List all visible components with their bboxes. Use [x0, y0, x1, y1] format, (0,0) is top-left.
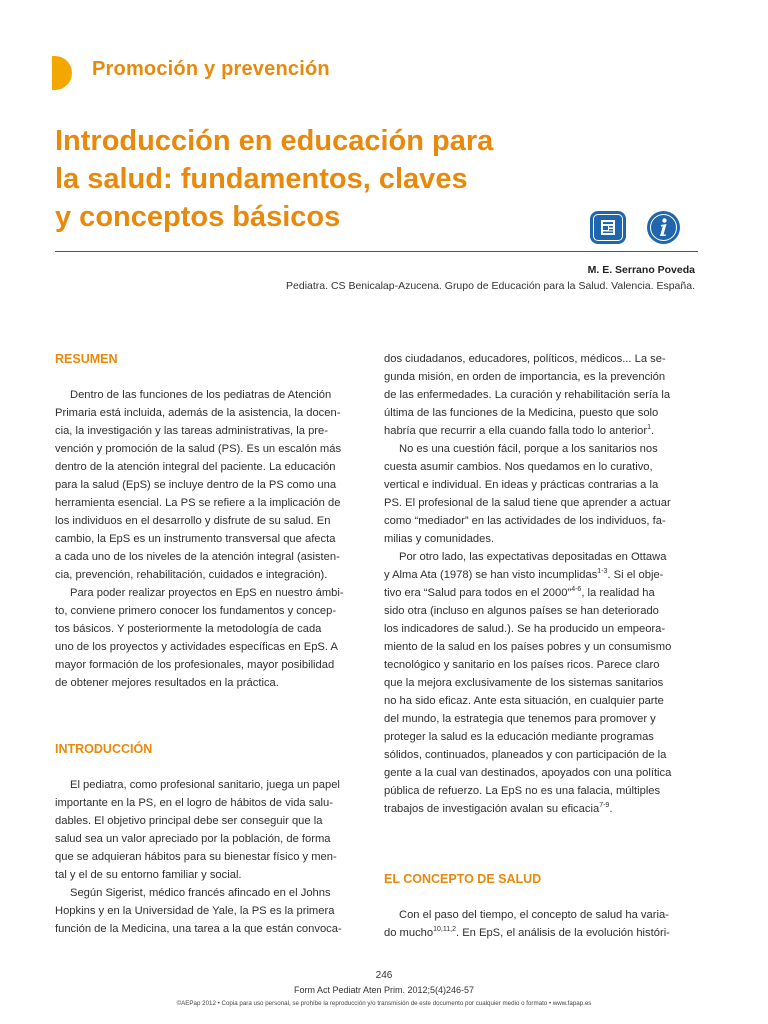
- text-line: que la mejora exclusivamente de los sistemas sanitarios: [384, 677, 664, 689]
- text-line: cia, la investigación y las tareas administrativas, la pre-: [55, 425, 328, 437]
- text-segment: y Alma Ata (1978) se han visto incumplidas: [384, 569, 598, 581]
- text-line: [384, 584, 655, 602]
- text-line: del mundo, la estrategia que tenemos para promover y: [384, 713, 656, 725]
- text-line: vertical e individual. En ideas y prácticas contrarias a la: [384, 479, 659, 491]
- text-segment: trabajos de investigación avalan su eficacia: [384, 803, 600, 815]
- article-title: [55, 122, 575, 236]
- text-line: gunda misión, en orden de importancia, es la prevención: [384, 371, 666, 383]
- text-line: miento de la salud en los países pobres y un consumismo: [384, 641, 672, 653]
- text-line: no ha sido eficaz. Ante esta situación, en cualquier parte: [384, 695, 664, 707]
- title-line: y conceptos básicos: [55, 201, 341, 233]
- journal-citation: Form Act Pediatr Aten Prim. 2012;5(4)246-57: [293, 985, 475, 995]
- text-line: dentro de la atención integral del paciente. La educación: [55, 461, 336, 473]
- text-line: de obtener mejores resultados en la práctica.: [55, 677, 279, 689]
- reference-marker: 4-6: [571, 586, 582, 593]
- text-line: dos ciudadanos, educadores, políticos, médicos... La se-: [384, 353, 666, 365]
- title-line: Introducción en educación para: [55, 125, 494, 157]
- title-rule: [55, 251, 698, 252]
- text-line: herramienta esencial. La PS se refiere a la implicación de: [55, 497, 341, 509]
- text-segment: . En EpS, el análisis de la evolución históri-: [455, 927, 670, 939]
- text-line: trabajos de investigación avalan su eficacia$^{7-9}$.: [384, 802, 613, 815]
- text-line: Con el paso del tiempo, el concepto de salud ha varia-: [399, 909, 669, 921]
- text-line: pública de refuerzo. La EpS no es una falacia, múltiples: [384, 785, 661, 797]
- text-line: Por otro lado, las expectativas depositadas en Ottawa: [399, 551, 667, 563]
- text-segment: . Si el obje-: [607, 569, 664, 581]
- copyright-notice: ©AEPap 2012 • Copia para uso personal, se prohíbe la reproducción y/o transmisión de este documento por cualquier medio o formato • www.fapap.es: [176, 1000, 592, 1007]
- text-line: Hopkins y en la Universidad de Yale, la PS es la primera: [55, 905, 335, 917]
- text-line: PS. El profesional de la salud tiene que aprender a actuar: [384, 497, 671, 509]
- section-label: Promoción y prevención: [92, 58, 330, 80]
- text-line: tal y el de su entorno familiar y social.: [55, 869, 242, 881]
- text-line: salud sea un valor apreciado por la población, de forma: [55, 833, 331, 845]
- text-line: Según Sigerist, médico francés afincado en el Johns: [70, 887, 331, 899]
- title-line: la salud: fundamentos, claves: [55, 163, 468, 195]
- text-line: habría que recurrir a ella cuando falla todo lo anterior$^1$.: [384, 424, 655, 437]
- page-number: 246: [375, 970, 393, 981]
- section-tab-marker: [52, 56, 72, 90]
- text-line: Para poder realizar proyectos en EpS en nuestro ámbi-: [70, 587, 344, 599]
- reference-marker: 1-3: [597, 568, 608, 575]
- text-line: cambio, la EpS es un instrumento transversal que afecta: [55, 533, 336, 545]
- text-line: los indicadores de salud.). Se ha producido un empeora-: [384, 623, 666, 635]
- reference-marker: 1: [647, 424, 651, 431]
- text-line: dables. El objetivo principal debe ser conseguir que la: [55, 815, 323, 827]
- text-line: [384, 566, 663, 584]
- text-line: Dentro de las funciones de los pediatras de Atención: [70, 389, 332, 401]
- text-line: a cada uno de los niveles de la atención integral (asisten-: [55, 551, 340, 563]
- text-line: vención y promoción de la salud (PS). Es un escalón más: [55, 443, 342, 455]
- info-icon[interactable]: [647, 211, 680, 244]
- text-line: sólidos, continuados, planeados y con participación de la: [384, 749, 667, 761]
- text-line: tos básicos. Y posteriormente la metodología de cada: [55, 623, 322, 635]
- text-segment: do mucho: [384, 927, 434, 939]
- text-segment: tivo era “Salud para todos en el 2000”: [384, 587, 572, 599]
- text-segment: habría que recurrir a ella cuando falla todo lo anterior: [384, 425, 648, 437]
- text-line: Primaria está incluida, además de la asistencia, la docen-: [55, 407, 341, 419]
- heading-concepto-salud: EL CONCEPTO DE SALUD: [384, 872, 542, 886]
- text-line: como “mediador” en las actividades de los individuos, fa-: [384, 515, 666, 527]
- heading-introduccion: INTRODUCCIÓN: [55, 742, 153, 756]
- heading-resumen: RESUMEN: [55, 352, 118, 366]
- text-line: proteger la salud es la educación mediante programas: [384, 731, 654, 743]
- text-line: tecnológico y sanitario en los países ricos. Parece claro: [384, 659, 660, 671]
- document-icon[interactable]: [590, 211, 626, 244]
- text-line: de las enfermedades. La curación y rehabilitación sería la: [384, 389, 671, 401]
- text-line: [384, 924, 670, 942]
- text-line: milias y comunidades.: [384, 533, 495, 545]
- reference-marker: 7-9: [599, 802, 610, 809]
- text-line: mayor formación de los profesionales, mayor posibilidad: [55, 659, 335, 671]
- text-segment: , la realidad ha: [581, 587, 655, 599]
- text-line: los individuos en el desarrollo y disfrute de su salud. En: [55, 515, 331, 527]
- text-line: sido otra (incluso en algunos países se han deteriorado: [384, 605, 659, 617]
- text-line: importante en la PS, en el logro de hábitos de vida salu-: [55, 797, 333, 809]
- author-name: M. E. Serrano Poveda: [587, 264, 695, 276]
- text-line: última de las funciones de la Medicina, puesto que solo: [384, 407, 659, 419]
- text-line: función de la Medicina, una tarea a la que están convoca-: [55, 923, 342, 935]
- text-line: El pediatra, como profesional sanitario, juega un papel: [70, 779, 340, 791]
- text-line: para la salud (EpS) se incluye dentro de la PS como una: [55, 479, 337, 491]
- text-line: uno de los proyectos y actividades específicas en EpS. A: [55, 641, 338, 653]
- reference-marker: 10,11,2: [433, 926, 456, 933]
- text-line: to, conviene primero conocer los fundamentos y concep-: [55, 605, 337, 617]
- text-line: gente a la cual van destinados, apoyados con una política: [384, 767, 672, 779]
- text-line: No es una cuestión fácil, porque a los sanitarios nos: [399, 443, 658, 455]
- text-line: cuesta asumir cambios. Nos quedamos en lo curativo,: [384, 461, 653, 473]
- text-line: cia, prevención, rehabilitación, cuidados e integración).: [55, 569, 328, 581]
- author-affiliation: Pediatra. CS Benicalap-Azucena. Grupo de Educación para la Salud. Valencia. España.: [286, 280, 695, 292]
- text-line: que se adquieran hábitos para su bienestar físico y men-: [55, 851, 337, 863]
